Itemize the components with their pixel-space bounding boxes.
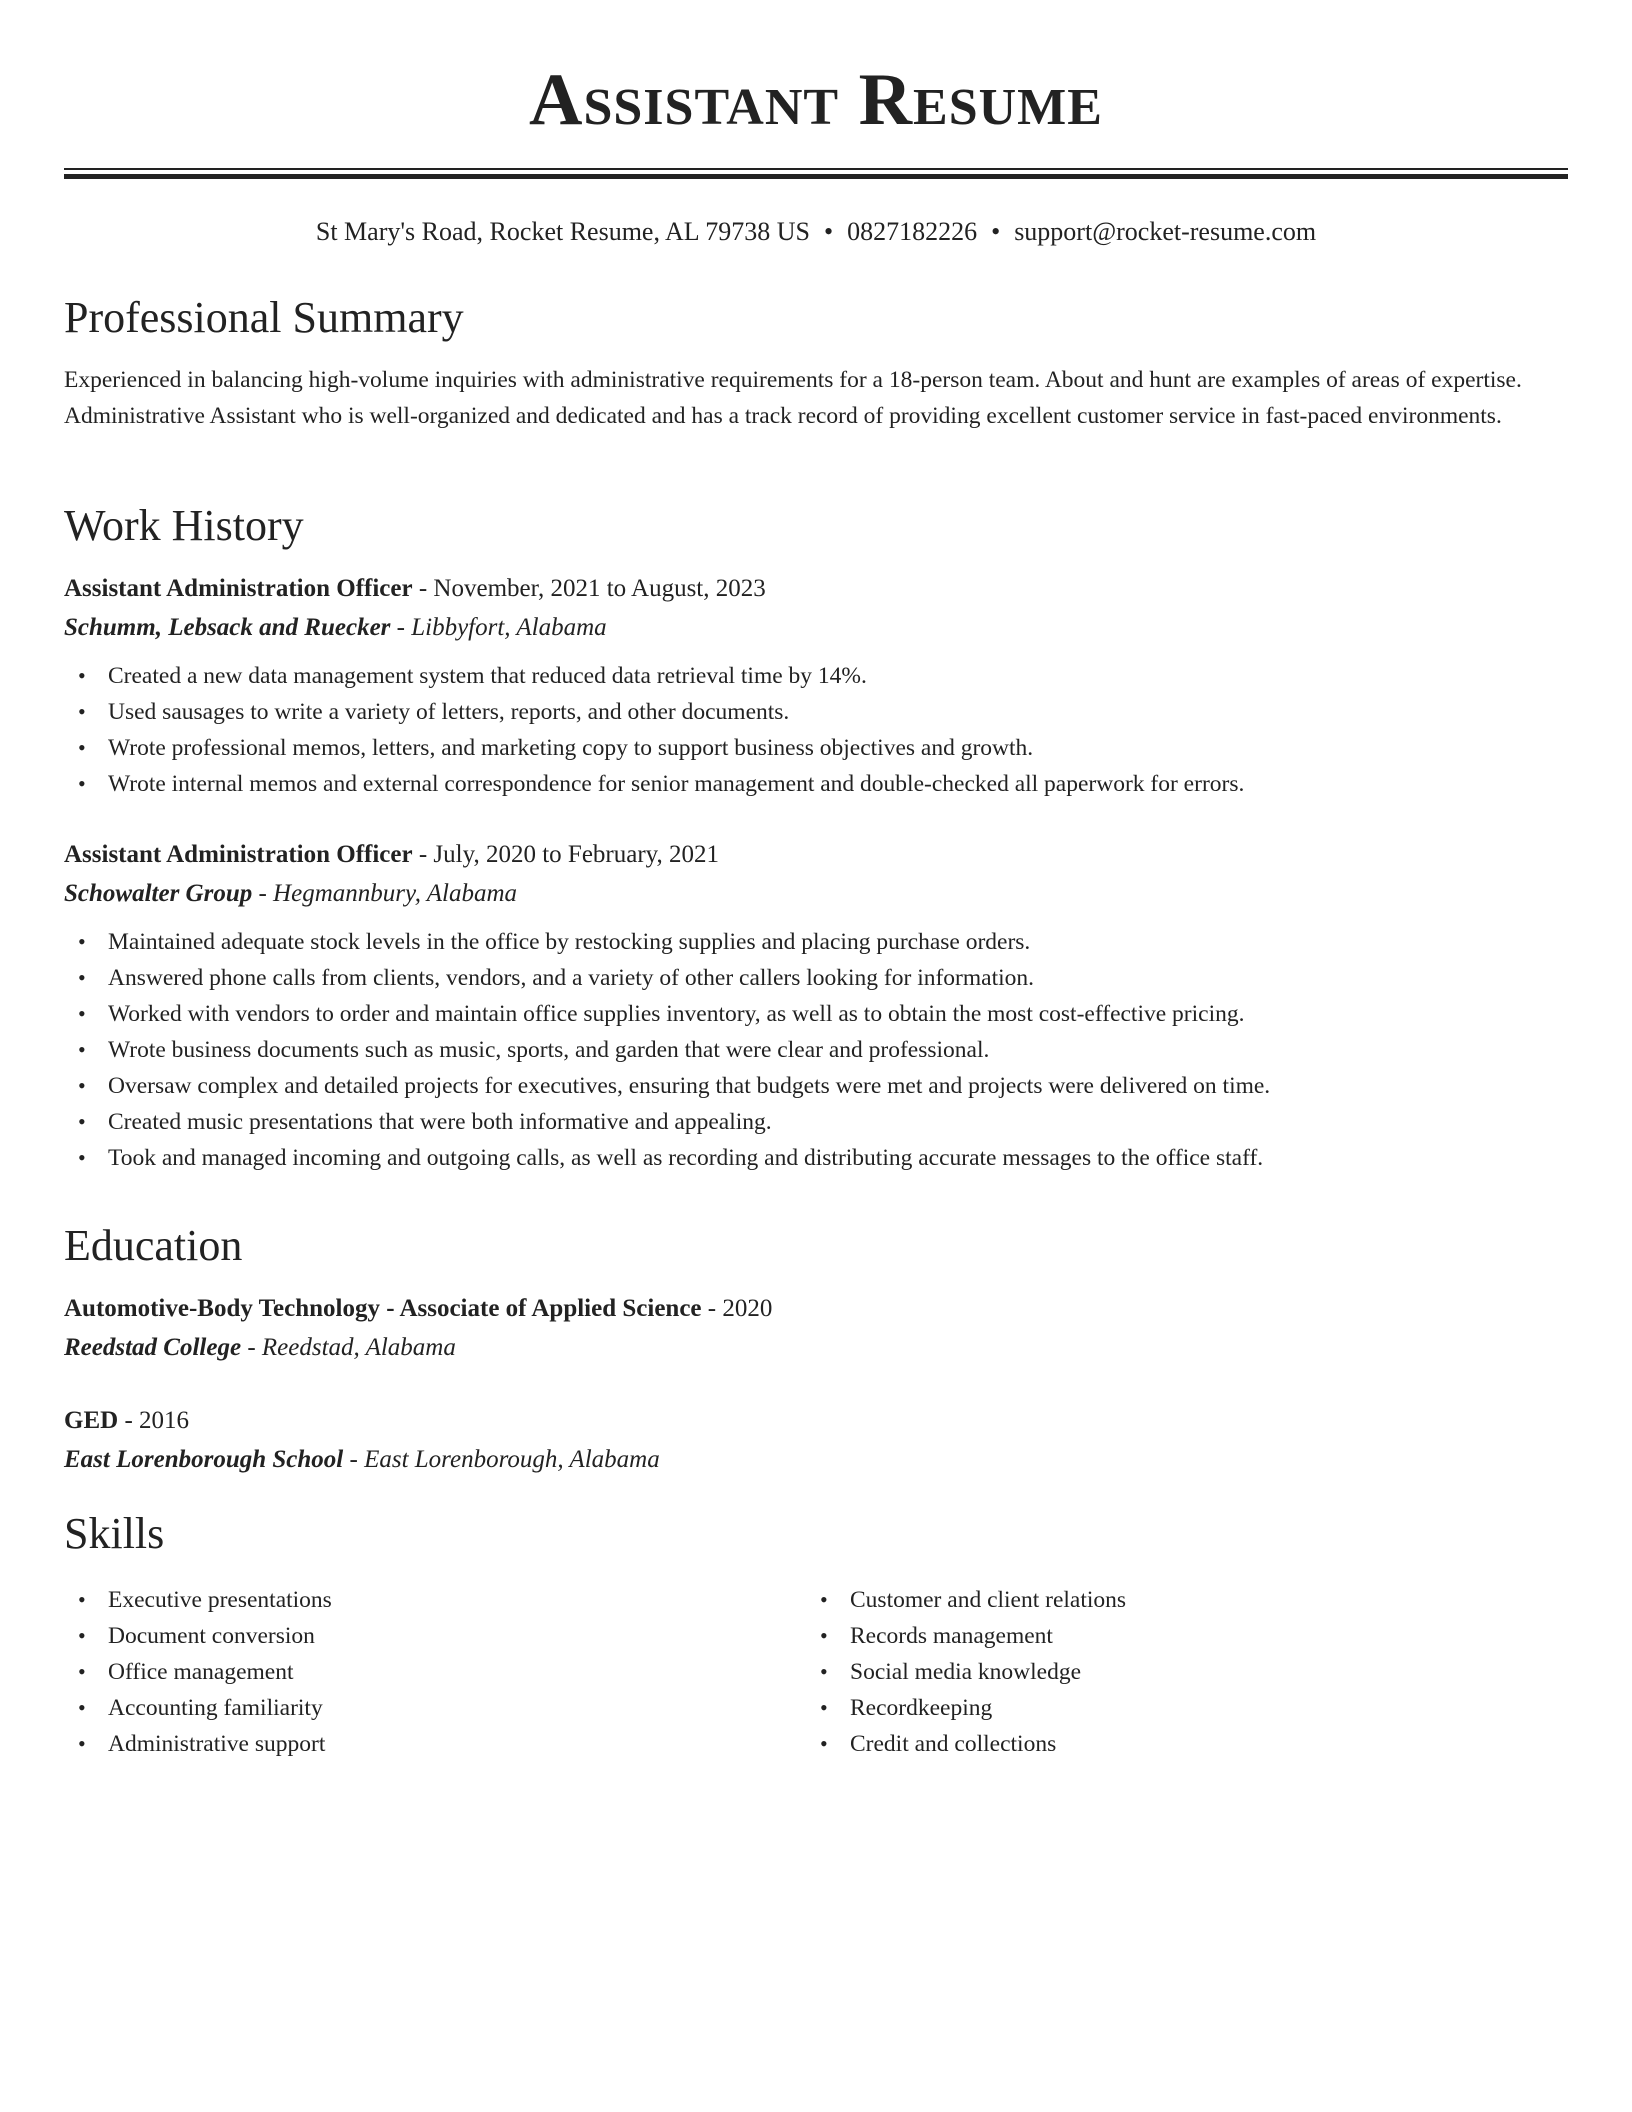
education-entry xyxy=(64,1290,1568,1368)
list-item: • Oversaw complex and detailed projects for executives, ensuring that budgets were met and projects were delivered on time. xyxy=(64,1068,1568,1104)
school-line xyxy=(64,1440,1568,1480)
job-title-line xyxy=(64,570,1568,608)
job-title: Assistant Administration Officer xyxy=(64,841,413,868)
school-name: East Lorenborough School xyxy=(64,1446,344,1473)
list-item: • Used sausages to write a variety of letters, reports, and other documents. xyxy=(64,694,1568,730)
work-history-section xyxy=(64,500,1568,1176)
list-item: • Wrote professional memos, letters, and marketing copy to support business objectives and growth. xyxy=(64,730,1568,766)
degree-year: - 2020 xyxy=(701,1295,773,1322)
school-location: - Reedstad, Alabama xyxy=(241,1334,456,1361)
job-dates: - November, 2021 to August, 2023 xyxy=(412,575,766,602)
skills-column-left xyxy=(64,1582,806,1762)
list-item: • Created a new data management system that reduced data retrieval time by 14%. xyxy=(64,658,1568,694)
contact-phone: 0827182226 xyxy=(847,217,978,246)
section-heading: Education xyxy=(64,1221,243,1270)
degree-year: - 2016 xyxy=(118,1407,190,1434)
list-item: • Document conversion xyxy=(64,1618,806,1654)
list-item: • Wrote business documents such as music, sports, and garden that were clear and professional. xyxy=(64,1032,1568,1068)
job-entry xyxy=(64,570,1568,802)
list-item: • Credit and collections xyxy=(806,1726,1548,1762)
contact-address: St Mary's Road, Rocket Resume, AL 79738 US xyxy=(315,217,810,246)
section-heading: Skills xyxy=(64,1509,165,1558)
list-item: • Took and managed incoming and outgoing calls, as well as recording and distributing accurate messages to the office staff. xyxy=(64,1140,1568,1176)
list-item: • Created music presentations that were both informative and appealing. xyxy=(64,1104,1568,1140)
skills-section xyxy=(64,1508,1568,1762)
list-item: • Worked with vendors to order and maintain office supplies inventory, as well as to obtain the most cost-effective pricing. xyxy=(64,996,1568,1032)
contact-email: support@rocket-resume.com xyxy=(1014,217,1317,246)
job-entry xyxy=(64,836,1568,1176)
degree-name: GED xyxy=(64,1407,119,1434)
school-name: Reedstad College xyxy=(64,1334,242,1361)
degree-name: Automotive-Body Technology - Associate of Applied Science xyxy=(64,1295,702,1322)
job-bullets xyxy=(64,924,1568,1176)
professional-summary-section xyxy=(64,292,1568,434)
employer-name: Schumm, Lebsack and Ruecker xyxy=(64,614,391,641)
employer-location: - Hegmannbury, Alabama xyxy=(252,880,518,907)
contact-line xyxy=(64,215,1568,249)
job-title-line xyxy=(64,836,1568,874)
list-item: • Customer and client relations xyxy=(806,1582,1548,1618)
list-item: • Office management xyxy=(64,1654,806,1690)
section-heading: Work History xyxy=(64,501,304,550)
school-line xyxy=(64,1328,1568,1368)
section-heading: Professional Summary xyxy=(64,293,464,342)
resume-title: Assistant Resume xyxy=(529,59,1103,141)
resume-header xyxy=(64,0,1568,150)
degree-line xyxy=(64,1402,1568,1440)
skills-grid xyxy=(64,1582,1568,1762)
header-rule-thin xyxy=(64,168,1568,170)
school-location: - East Lorenborough, Alabama xyxy=(343,1446,660,1473)
job-title: Assistant Administration Officer xyxy=(64,575,413,602)
list-item: • Recordkeeping xyxy=(806,1690,1548,1726)
job-bullets xyxy=(64,658,1568,802)
list-item: • Wrote internal memos and external correspondence for senior management and double-checked all paperwork for errors. xyxy=(64,766,1568,802)
list-item: • Administrative support xyxy=(64,1726,806,1762)
header-rule-thick xyxy=(64,174,1568,179)
employer-name: Schowalter Group xyxy=(64,880,253,907)
employer-location: - Libbyfort, Alabama xyxy=(390,614,607,641)
list-item: • Social media knowledge xyxy=(806,1654,1548,1690)
skills-column-right xyxy=(806,1582,1548,1762)
list-item: • Records management xyxy=(806,1618,1548,1654)
list-item: • Accounting familiarity xyxy=(64,1690,806,1726)
contact-separator: • xyxy=(823,217,834,246)
contact-separator: • xyxy=(991,217,1001,246)
list-item: • Executive presentations xyxy=(64,1582,806,1618)
degree-line xyxy=(64,1290,1568,1328)
list-item: • Maintained adequate stock levels in the office by restocking supplies and placing purchase orders. xyxy=(64,924,1568,960)
employer-line xyxy=(64,608,1568,648)
education-section xyxy=(64,1220,1568,1480)
summary-text: Experienced in balancing high-volume inquiries with administrative requirements for a 18-person team. About and hunt are examples of areas of expertise. Administrative Assistant who is well-organized and dedicated and has a track record of providing excellent customer service in fast-paced environments. xyxy=(64,367,1522,429)
list-item: • Answered phone calls from clients, vendors, and a variety of other callers looking for information. xyxy=(64,960,1568,996)
employer-line xyxy=(64,874,1568,914)
job-dates: - July, 2020 to February, 2021 xyxy=(412,841,720,868)
education-entry xyxy=(64,1402,1568,1480)
